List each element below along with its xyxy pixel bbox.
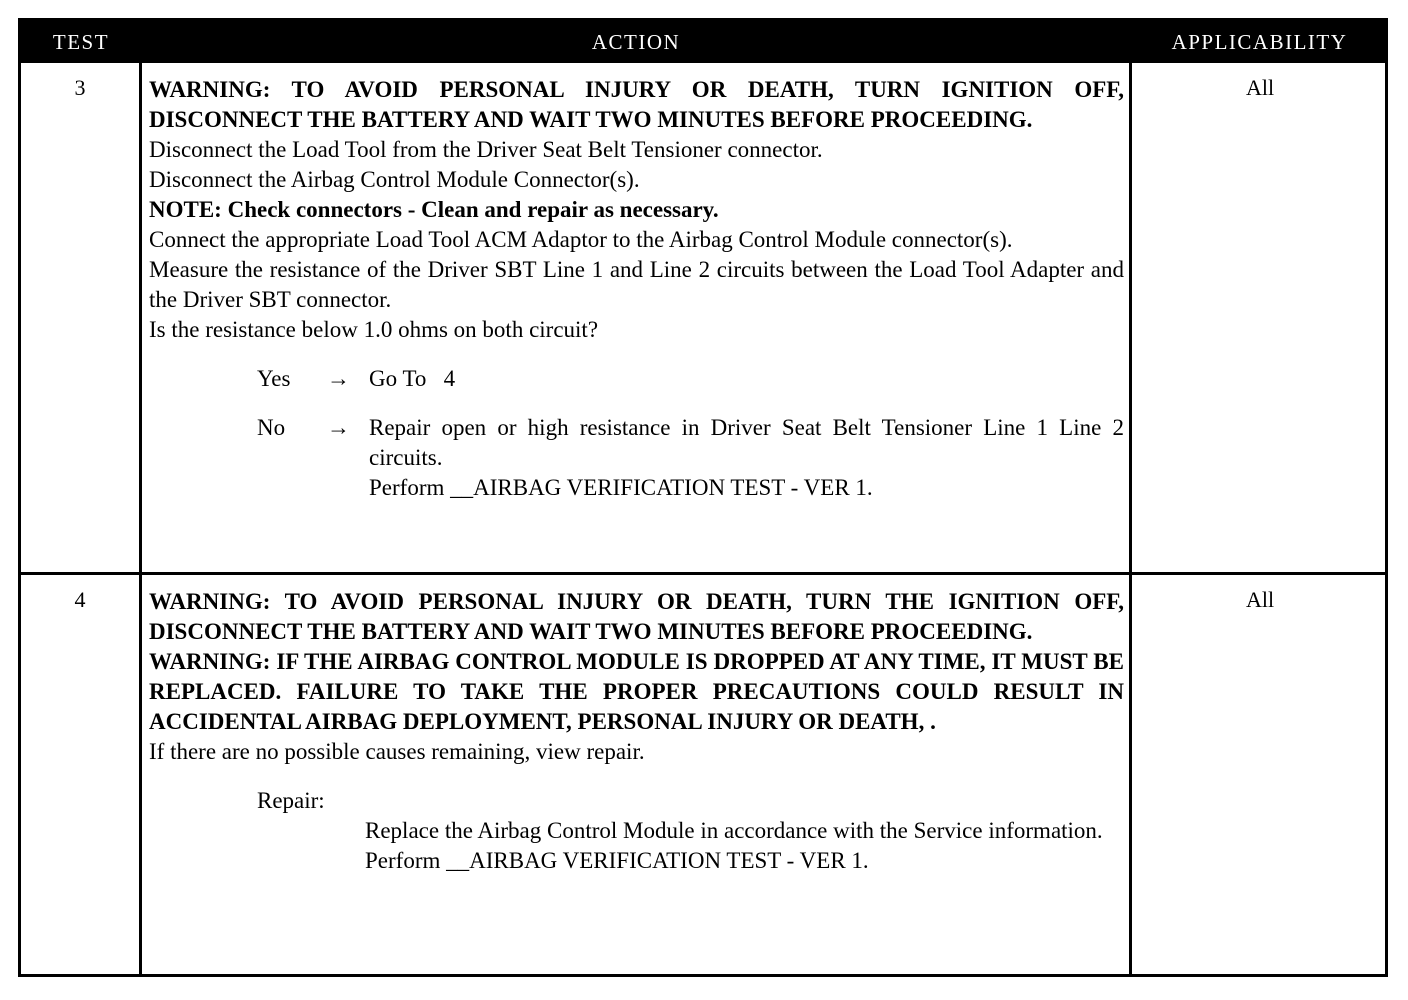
answer-text-yes: Go To 4 <box>369 366 456 391</box>
diagnostic-test-table <box>18 18 1388 977</box>
test-number: 4 <box>74 587 86 612</box>
repair-label: Repair: <box>257 788 325 813</box>
arrow-right-icon: → <box>327 366 350 391</box>
table-row-test-4 <box>21 575 1385 977</box>
answer-label-yes: Yes <box>257 366 291 391</box>
header-action: ACTION <box>591 30 681 54</box>
step-text: Disconnect the Load Tool from the Driver Seat Belt Tensioner connector. <box>149 137 823 162</box>
warning-text: WARNING: TO AVOID PERSONAL INJURY OR DEATH, TURN IGNITION OFF, DISCONNECT THE BATTERY AND WAIT TWO MINUTES BEFORE PROCEEDING. <box>149 77 1124 132</box>
action-cell <box>149 75 1124 503</box>
step-text: Disconnect the Airbag Control Module Connector(s). <box>149 167 640 192</box>
header-applicability: APPLICABILITY <box>1171 30 1348 54</box>
answer-text-no: Repair open or high resistance in Driver Seat Belt Tensioner Line 1 Line 2 circuits. <box>369 415 1124 470</box>
repair-text: Replace the Airbag Control Module in accordance with the Service information. <box>365 818 1103 843</box>
repair-block <box>149 786 1124 876</box>
applicability-value: All <box>1245 75 1275 100</box>
perform-text: Perform __AIRBAG VERIFICATION TEST - VER 1. <box>369 475 873 500</box>
answer-label-no: No <box>257 415 286 440</box>
answer-yes <box>149 364 1124 394</box>
test-number: 3 <box>74 75 86 100</box>
step-text: Connect the appropriate Load Tool ACM Adaptor to the Airbag Control Module connector(s). <box>149 227 1013 252</box>
table-row-test-3 <box>21 63 1385 572</box>
warning-text: WARNING: TO AVOID PERSONAL INJURY OR DEATH, TURN THE IGNITION OFF, DISCONNECT THE BATTERY AND WAIT TWO MINUTES BEFORE PROCEEDING. <box>149 589 1124 644</box>
action-cell <box>149 587 1124 876</box>
step-text: Measure the resistance of the Driver SBT Line 1 and Line 2 circuits between the Load Tool Adapter and the Driver SBT connector. <box>149 257 1124 312</box>
step-text: If there are no possible causes remaining, view repair. <box>149 739 645 764</box>
answer-no <box>149 413 1124 503</box>
header-test: TEST <box>52 30 110 54</box>
arrow-right-icon: → <box>327 415 350 440</box>
note-text: NOTE: Check connectors - Clean and repair as necessary. <box>149 197 719 222</box>
perform-text: Perform __AIRBAG VERIFICATION TEST - VER 1. <box>365 848 869 873</box>
warning-text: WARNING: IF THE AIRBAG CONTROL MODULE IS DROPPED AT ANY TIME, IT MUST BE REPLACED. FAILURE TO TAKE THE PROPER PRECAUTIONS COULD RESULT IN ACCIDENTAL AIRBAG DEPLOYMENT, PERSONAL INJURY OR DEATH, . <box>149 649 1124 734</box>
question-text: Is the resistance below 1.0 ohms on both circuit? <box>149 317 599 342</box>
table-header <box>21 21 1385 63</box>
applicability-value: All <box>1245 587 1275 612</box>
